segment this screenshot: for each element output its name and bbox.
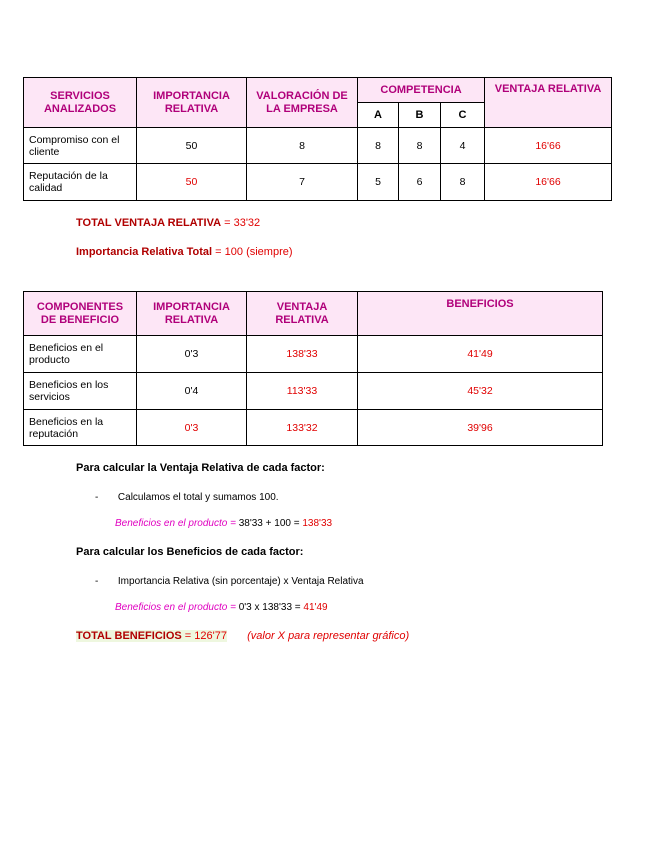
header-importancia: IMPORTANCIA RELATIVA — [137, 78, 247, 128]
row-beneficio: 45'32 — [358, 373, 603, 410]
row-beneficio: 41'49 — [358, 336, 603, 373]
ventaja-example: Beneficios en el producto = 38'33 + 100 = 138'33 — [115, 518, 333, 529]
beneficios-example: Beneficios en el producto = 0'3 x 138'33 = 41'49 — [115, 602, 328, 613]
ventaja-example-formula: 38'33 + 100 — [238, 518, 291, 529]
total-ventaja-line: TOTAL VENTAJA RELATIVA = 33'32 — [76, 217, 261, 229]
benefits-table — [23, 291, 603, 446]
total-ventaja-value: 33'32 — [233, 217, 261, 229]
row-ventaja: 16'66 — [485, 128, 612, 164]
table-row — [24, 164, 612, 201]
bullet-dash: - — [95, 576, 99, 587]
total-beneficios-line: TOTAL BENEFICIOS = 126'77 (valor X para representar gráfico) — [76, 630, 410, 642]
beneficios-example-formula: 0'3 x 138'33 — [238, 602, 293, 613]
beneficios-bullet — [95, 576, 364, 587]
header-competencia: COMPETENCIA — [358, 78, 485, 103]
table-row — [24, 336, 603, 373]
row-importancia: 50 — [137, 164, 247, 201]
header-servicios: SERVICIOS ANALIZADOS — [24, 78, 137, 128]
table-row — [24, 373, 603, 410]
header-componentes: COMPONENTES DE BENEFICIO — [24, 292, 137, 336]
row-componente: Beneficios en el producto — [24, 336, 137, 373]
row-beneficio: 39'96 — [358, 410, 603, 446]
row-componente: Beneficios en la reputación — [24, 410, 137, 446]
ventaja-bullet-text: Calculamos el total y sumamos 100. — [117, 492, 279, 503]
row-ventaja: 133'32 — [247, 410, 358, 446]
ventaja-example-result: 138'33 — [302, 518, 333, 529]
beneficios-example-result: 41'49 — [303, 602, 328, 613]
importancia-total-label: Importancia Relativa Total — [76, 246, 213, 258]
header-valoracion: VALORACIÓN DE LA EMPRESA — [247, 78, 358, 128]
row-competitor-b: 6 — [399, 164, 441, 201]
beneficios-example-label: Beneficios en el producto — [115, 602, 228, 613]
header-importancia: IMPORTANCIA RELATIVA — [137, 292, 247, 336]
row-competitor-c: 4 — [441, 128, 485, 164]
table-row — [24, 410, 603, 446]
row-valoracion: 7 — [247, 164, 358, 201]
total-beneficios-value: 126'77 — [194, 630, 227, 642]
ventaja-example-label: Beneficios en el producto — [115, 518, 228, 529]
row-ventaja: 138'33 — [247, 336, 358, 373]
row-service-name: Compromiso con el cliente — [24, 128, 137, 164]
header-beneficios: BENEFICIOS — [358, 292, 603, 336]
row-componente: Beneficios en los servicios — [24, 373, 137, 410]
row-importancia: 0'3 — [137, 410, 247, 446]
beneficios-heading: Para calcular los Beneficios de cada factor: — [76, 546, 304, 558]
beneficios-bullet-text: Importancia Relativa (sin porcentaje) x Ventaja Relativa — [117, 576, 364, 587]
row-competitor-c: 8 — [441, 164, 485, 201]
row-importancia: 0'4 — [137, 373, 247, 410]
total-beneficios-note: (valor X para representar gráfico) — [247, 630, 410, 642]
row-competitor-a: 8 — [358, 128, 399, 164]
row-valoracion: 8 — [247, 128, 358, 164]
row-ventaja: 113'33 — [247, 373, 358, 410]
header-competitor-c: C — [441, 103, 485, 128]
bullet-dash: - — [95, 492, 99, 503]
row-service-name: Reputación de la calidad — [24, 164, 137, 201]
row-importancia: 50 — [137, 128, 247, 164]
total-ventaja-label: TOTAL VENTAJA RELATIVA — [76, 217, 222, 229]
row-competitor-b: 8 — [399, 128, 441, 164]
row-ventaja: 16'66 — [485, 164, 612, 201]
row-competitor-a: 5 — [358, 164, 399, 201]
importancia-total-line: Importancia Relativa Total = 100 (siempre) — [76, 246, 293, 258]
ventaja-bullet — [95, 492, 279, 503]
table-row — [24, 128, 612, 164]
header-ventaja: VENTAJA RELATIVA — [485, 78, 612, 128]
ventaja-heading: Para calcular la Ventaja Relativa de cada factor: — [76, 462, 325, 474]
header-competitor-b: B — [399, 103, 441, 128]
header-competitor-a: A — [358, 103, 399, 128]
importancia-total-value: 100 (siempre) — [224, 246, 293, 258]
header-ventaja: VENTAJA RELATIVA — [247, 292, 358, 336]
competitive-advantage-table — [23, 77, 612, 201]
row-importancia: 0'3 — [137, 336, 247, 373]
total-beneficios-label: TOTAL BENEFICIOS — [76, 630, 182, 642]
